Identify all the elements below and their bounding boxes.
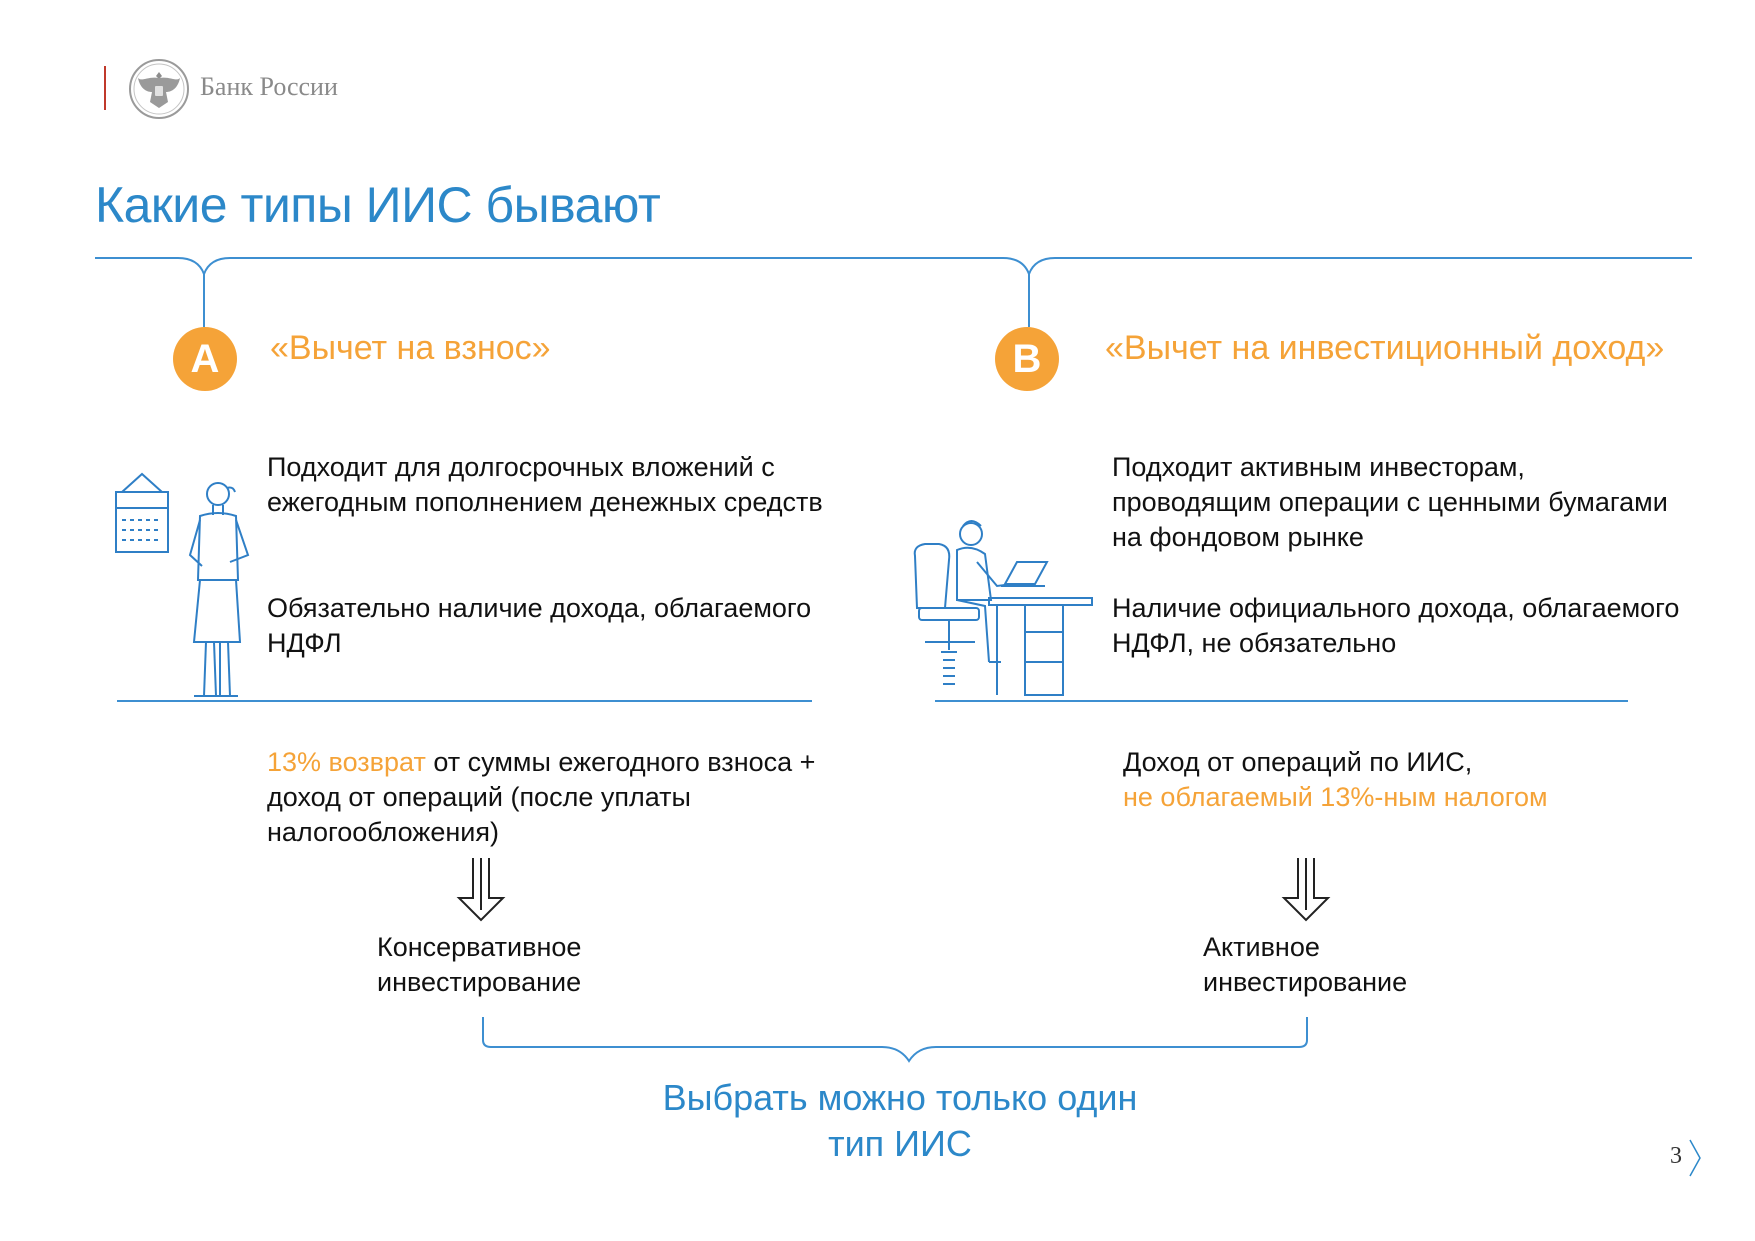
- page-number: 3: [1670, 1143, 1682, 1169]
- choose-note: Выбрать можно только один тип ИИС: [662, 1077, 1138, 1164]
- arrow-down-icon: [1280, 858, 1332, 922]
- option-b-badge: B: [995, 327, 1059, 391]
- option-b-conclusion: Активное инвестирование: [1203, 932, 1408, 997]
- option-a-result: [267, 745, 827, 850]
- option-b-result-highlight: не облагаемый 13%-ным налогом: [1123, 782, 1548, 812]
- option-a-suitability: Подходит для долгосрочных вложений с ежегодным пополнением денежных средств: [267, 452, 823, 517]
- bank-name: Банк России: [200, 72, 338, 101]
- option-b-heading: «Вычет на инвестиционный доход»: [1105, 329, 1665, 367]
- page-title: Какие типы ИИС бывают: [95, 177, 661, 233]
- option-b-result-text: Доход от операций по ИИС,: [1123, 747, 1473, 777]
- option-a-conclusion: Консервативное инвестирование: [377, 932, 582, 997]
- logo-divider: [104, 66, 106, 110]
- woman-calendar-illustration: [110, 470, 260, 705]
- option-a-heading: «Вычет на взнос»: [270, 329, 551, 367]
- man-laptop-illustration: [905, 512, 1095, 707]
- bank-emblem-icon: [128, 58, 190, 120]
- arrow-down-icon: [455, 858, 507, 922]
- option-a-result-highlight: 13% возврат: [267, 747, 426, 777]
- option-a-requirement: Обязательно наличие дохода, облагаемого НДФЛ: [267, 593, 812, 658]
- chevron-right-icon[interactable]: [1688, 1138, 1702, 1178]
- option-a-result-text: от суммы ежегодного взноса + доход от операций (после уплаты налогообложения): [267, 747, 816, 847]
- option-b-suitability: Подходит активным инвесторам, проводящим операции с ценными бумагами на фондовом рынке: [1112, 452, 1668, 552]
- option-a-badge: A: [173, 327, 237, 391]
- option-b-requirement: Наличие официального дохода, облагаемого НДФЛ, не обязательно: [1112, 593, 1680, 658]
- option-b-result: [1123, 745, 1723, 815]
